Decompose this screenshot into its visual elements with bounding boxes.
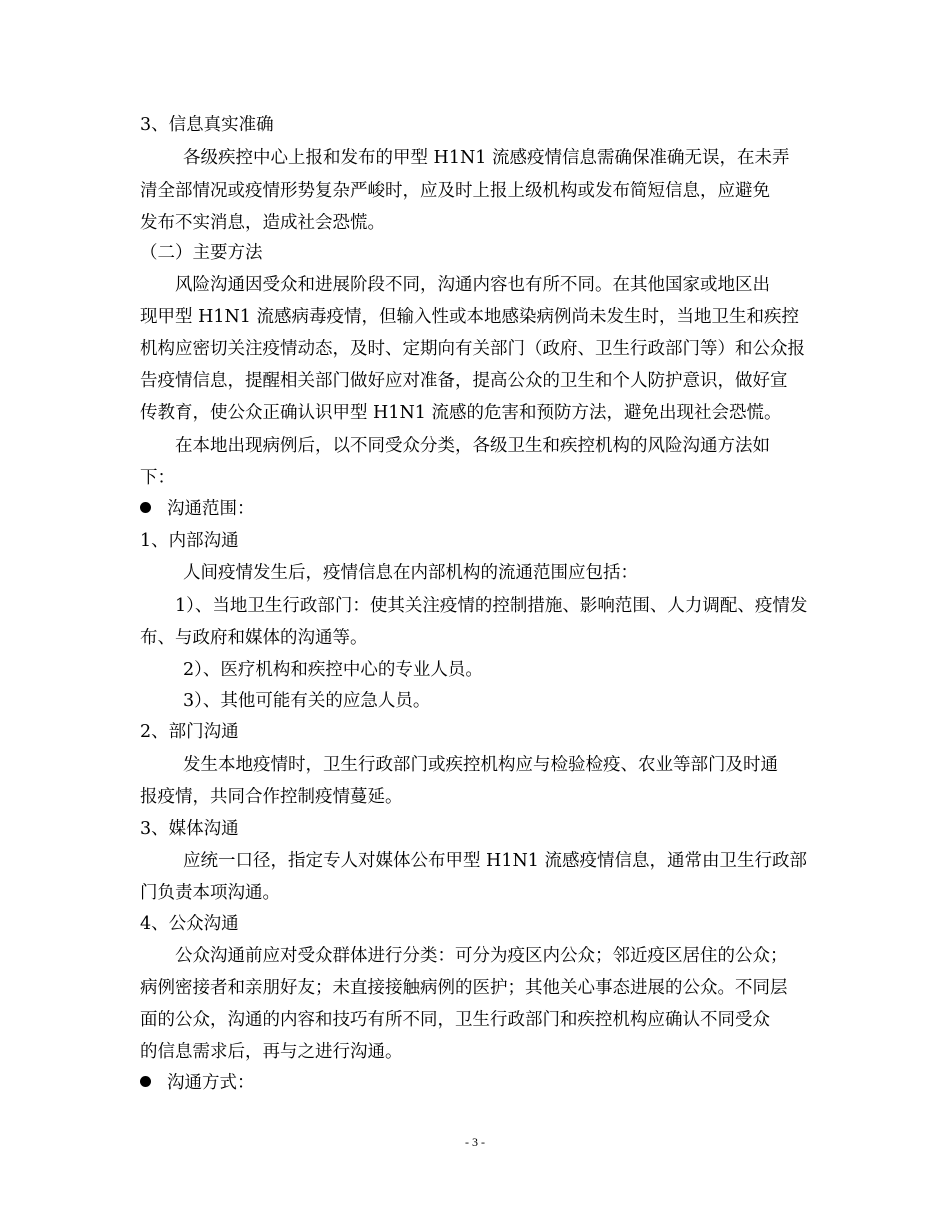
heading-3-accurate: 3、信息真实准确	[140, 115, 274, 135]
paragraph-line: 的信息需求后，再与之进行沟通。	[140, 1042, 403, 1062]
paragraph-line: 在本地出现病例后，以不同受众分类，各级卫生和疾控机构的风险沟通方法如	[175, 436, 770, 456]
list-item: 1）、当地卫生行政部门：使其关注疫情的控制措施、影响范围、人力调配、疫情发	[175, 596, 808, 616]
heading-department-communication: 2、部门沟通	[140, 722, 239, 742]
heading-media-communication: 3、媒体沟通	[140, 819, 239, 839]
list-item: 2）、医疗机构和疾控中心的专业人员。	[183, 660, 483, 680]
bullet-item-methods	[140, 1071, 255, 1095]
section-heading-main-methods: （二）主要方法	[140, 243, 263, 263]
heading-public-communication: 4、公众沟通	[140, 914, 239, 934]
paragraph-line: 面的公众，沟通的内容和技巧有所不同，卫生行政部门和疾控机构应确认不同受众	[140, 1010, 770, 1030]
paragraph-line: 门负责本项沟通。	[140, 883, 280, 903]
heading-internal-communication: 1、内部沟通	[140, 531, 239, 551]
paragraph-line: 发布不实消息，造成社会恐慌。	[140, 213, 385, 233]
paragraph-line: 应统一口径，指定专人对媒体公布甲型 H1N1 流感疫情信息，通常由卫生行政部	[183, 851, 807, 871]
list-item: 3）、其他可能有关的应急人员。	[183, 691, 431, 711]
paragraph-line: 告疫情信息，提醒相关部门做好应对准备，提高公众的卫生和个人防护意识，做好宣	[140, 371, 788, 391]
paragraph-line: 机构应密切关注疫情动态，及时、定期向有关部门（政府、卫生行政部门等）和公众报	[140, 339, 805, 359]
page-number: - 3 -	[465, 1135, 485, 1149]
paragraph-line: 下：	[140, 468, 175, 488]
bullet-icon	[140, 1076, 151, 1087]
paragraph-line: 人间疫情发生后，疫情信息在内部机构的流通范围应包括：	[183, 563, 638, 583]
bullet-label: 沟通方式：	[167, 1073, 255, 1093]
paragraph-line: 现甲型 H1N1 流感病毒疫情，但输入性或本地感染病例尚未发生时，当地卫生和疾控	[140, 307, 799, 327]
bullet-icon	[140, 502, 151, 513]
paragraph-line: 布、与政府和媒体的沟通等。	[140, 628, 368, 648]
paragraph-line: 病例密接者和亲朋好友；未直接接触病例的医护；其他关心事态进展的公众。不同层	[140, 978, 788, 998]
paragraph-line: 报疫情，共同合作控制疫情蔓延。	[140, 787, 403, 807]
paragraph-line: 清全部情况或疫情形势复杂严峻时，应及时上报上级机构或发布简短信息，应避免	[140, 181, 770, 201]
paragraph-line: 公众沟通前应对受众群体进行分类：可分为疫区内公众；邻近疫区居住的公众；	[175, 946, 788, 966]
paragraph-line: 传教育，使公众正确认识甲型 H1N1 流感的危害和预防方法，避免出现社会恐慌。	[140, 403, 782, 423]
paragraph-line: 各级疾控中心上报和发布的甲型 H1N1 流感疫情信息需确保准确无误，在未弄	[183, 148, 790, 168]
paragraph-line: 风险沟通因受众和进展阶段不同，沟通内容也有所不同。在其他国家或地区出	[175, 275, 770, 295]
paragraph-line: 发生本地疫情时，卫生行政部门或疾控机构应与检验检疫、农业等部门及时通	[183, 755, 778, 775]
bullet-label: 沟通范围：	[167, 499, 255, 519]
bullet-item-scope	[140, 497, 255, 521]
